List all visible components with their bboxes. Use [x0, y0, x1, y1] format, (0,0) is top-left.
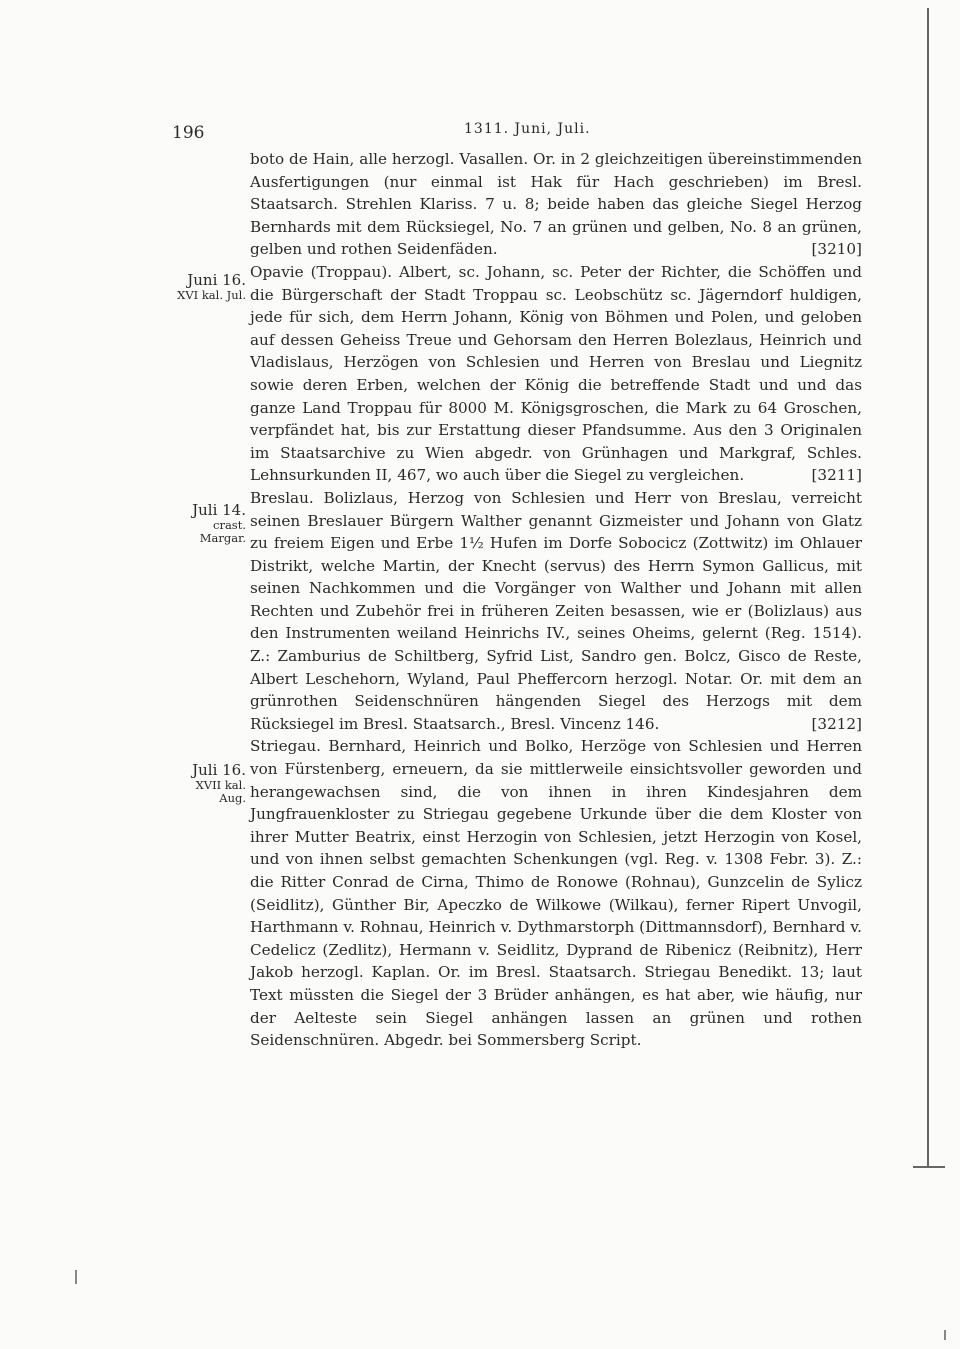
scan-edge-line [927, 8, 929, 1168]
margin-date-sub: crast. Margar. [199, 518, 246, 545]
scan-artifact-mark [944, 1330, 946, 1340]
entry-3212 [250, 487, 862, 736]
entry-3213 [250, 735, 862, 1051]
entry-3211 [250, 261, 862, 487]
margin-date: Juli 16. [192, 761, 246, 779]
entry-text: Opavie (Troppau). Albert, sc. Johann, sc. Peter der Richter, die Schöffen und die Bürgerschaft der Stadt Troppau sc. Leobschütz sc. Jägerndorf huldigen, jede für sich, dem Herrn Johann, König von Böhmen und Polen, und geloben auf dessen Geheiss Treue und Gehorsam den Herren Bolezlaus, Heinrich und Vladislaus, Herzögen von Schlesien und Herren von Breslau und Liegnitz sowie deren Erben, welchen der König die betreffende Stadt und und das ganze Land Troppau für 8000 M. Königsgroschen, die Mark zu 64 Groschen, verpfändet hat, bis zur Erstattung dieser Pfandsumme. Aus den 3 Originalen im Staatsarchive zu Wien abgedr. von Grünhagen und Markgraf, Schles. Lehnsurkunden II, 467, wo auch über die Siegel zu vergleichen. [250, 262, 862, 485]
body-text [250, 148, 862, 1052]
margin-date-sub: XVI kal. Jul. [177, 288, 246, 302]
page-number: 196 [172, 123, 205, 143]
entry-text: Breslau. Bolizlaus, Herzog von Schlesien und Herr von Breslau, verreicht seinen Breslauer Bürgern Walther genannt Gizmeister und Johann von Glatz zu freiem Eigen und Erbe 1½ Hufen im Dorfe Sobocicz (Zottwitz) im Ohlauer Distrikt, welche Martin, der Knecht (servus) des Herrn Symon Gallicus, mit seinen Nachkommen und die Vorgänger von Walther und Johann mit allen Rechten und Zubehör frei in früheren Zeiten besassen, wie er (Bolizlaus) aus den Instrumenten weiland Heinrichs IV., seines Oheims, gelernt (Reg. 1514). Z.: Zamburius de Schiltberg, Syfrid List, Sandro gen. Bolcz, Gisco de Reste, Albert Leschehorn, Wyland, Paul Pheffercorn herzogl. Notar. Or. mit dem an grünrothen Seidenschnüren hängenden Siegel des Herzogs mit dem Rücksiegel im Bresl. Staatsarch., Bresl. Vincenz 146. [250, 488, 862, 733]
margin-date: Juni 16. [187, 271, 246, 289]
entry-ref: [3211] [811, 466, 862, 485]
entry-3210 [250, 148, 862, 261]
margin-date-3211 [168, 272, 246, 302]
margin-date: Juli 14. [192, 501, 246, 519]
scan-artifact-mark [75, 1270, 77, 1284]
running-head: 1311. Juni, Juli. [464, 121, 591, 137]
scan-edge-tick [913, 1166, 945, 1168]
margin-date-3212 [168, 502, 246, 545]
entry-ref: [3210] [811, 240, 862, 259]
entry-text: boto de Hain, alle herzogl. Vasallen. Or. in 2 gleichzeitigen übereinstimmenden Ausfertigungen (nur einmal ist Hak für Hach geschrieben) im Bresl. Staatsarch. Strehlen Klariss. 7 u. 8; beide haben das gleiche Siegel Herzog Bernhards mit dem Rücksiegel, No. 7 an grünen und gelben, No. 8 an grünen, gelben und rothen Seidenfäden. [250, 150, 862, 259]
entry-ref: [3212] [811, 714, 862, 733]
entry-text: Striegau. Bernhard, Heinrich und Bolko, Herzöge von Schlesien und Herren von Fürstenberg, erneuern, da sie mittlerweile einsichtsvoller geworden und herangewachsen sind, die von ihnen in ihren Kindesjahren dem Jungfrauenkloster zu Striegau gegebene Urkunde über die dem Kloster von ihrer Mutter Beatrix, einst Herzogin von Schlesien, jetzt Herzogin von Kosel, und von ihnen selbst gemachten Schenkungen (vgl. Reg. v. 1308 Febr. 3). Z.: die Ritter Conrad de Cirna, Thimo de Ronowe (Rohnau), Gunzcelin de Sylicz (Seidlitz), Günther Bir, Apeczko de Wilkowe (Wilkau), ferner Ripert Unvogil, Harthmann v. Rohnau, Heinrich v. Dythmarstorph (Dittmannsdorf), Bernhard v. Cedelicz (Zedlitz), Hermann v. Seidlitz, Dyprand de Ribenicz (Reibnitz), Herr Jakob herzogl. Kaplan. Or. im Bresl. Staatsarch. Striegau Benedikt. 13; laut Text müssten die Siegel der 3 Brüder anhängen, es hat aber, wie häufig, nur der Aelteste sein Siegel anhängen lassen an grünen und rothen Seidenschnüren. Abgedr. bei Sommersberg Script. [250, 737, 862, 1050]
margin-date-3213 [168, 762, 246, 805]
margin-date-sub: XVII kal. Aug. [195, 778, 246, 805]
